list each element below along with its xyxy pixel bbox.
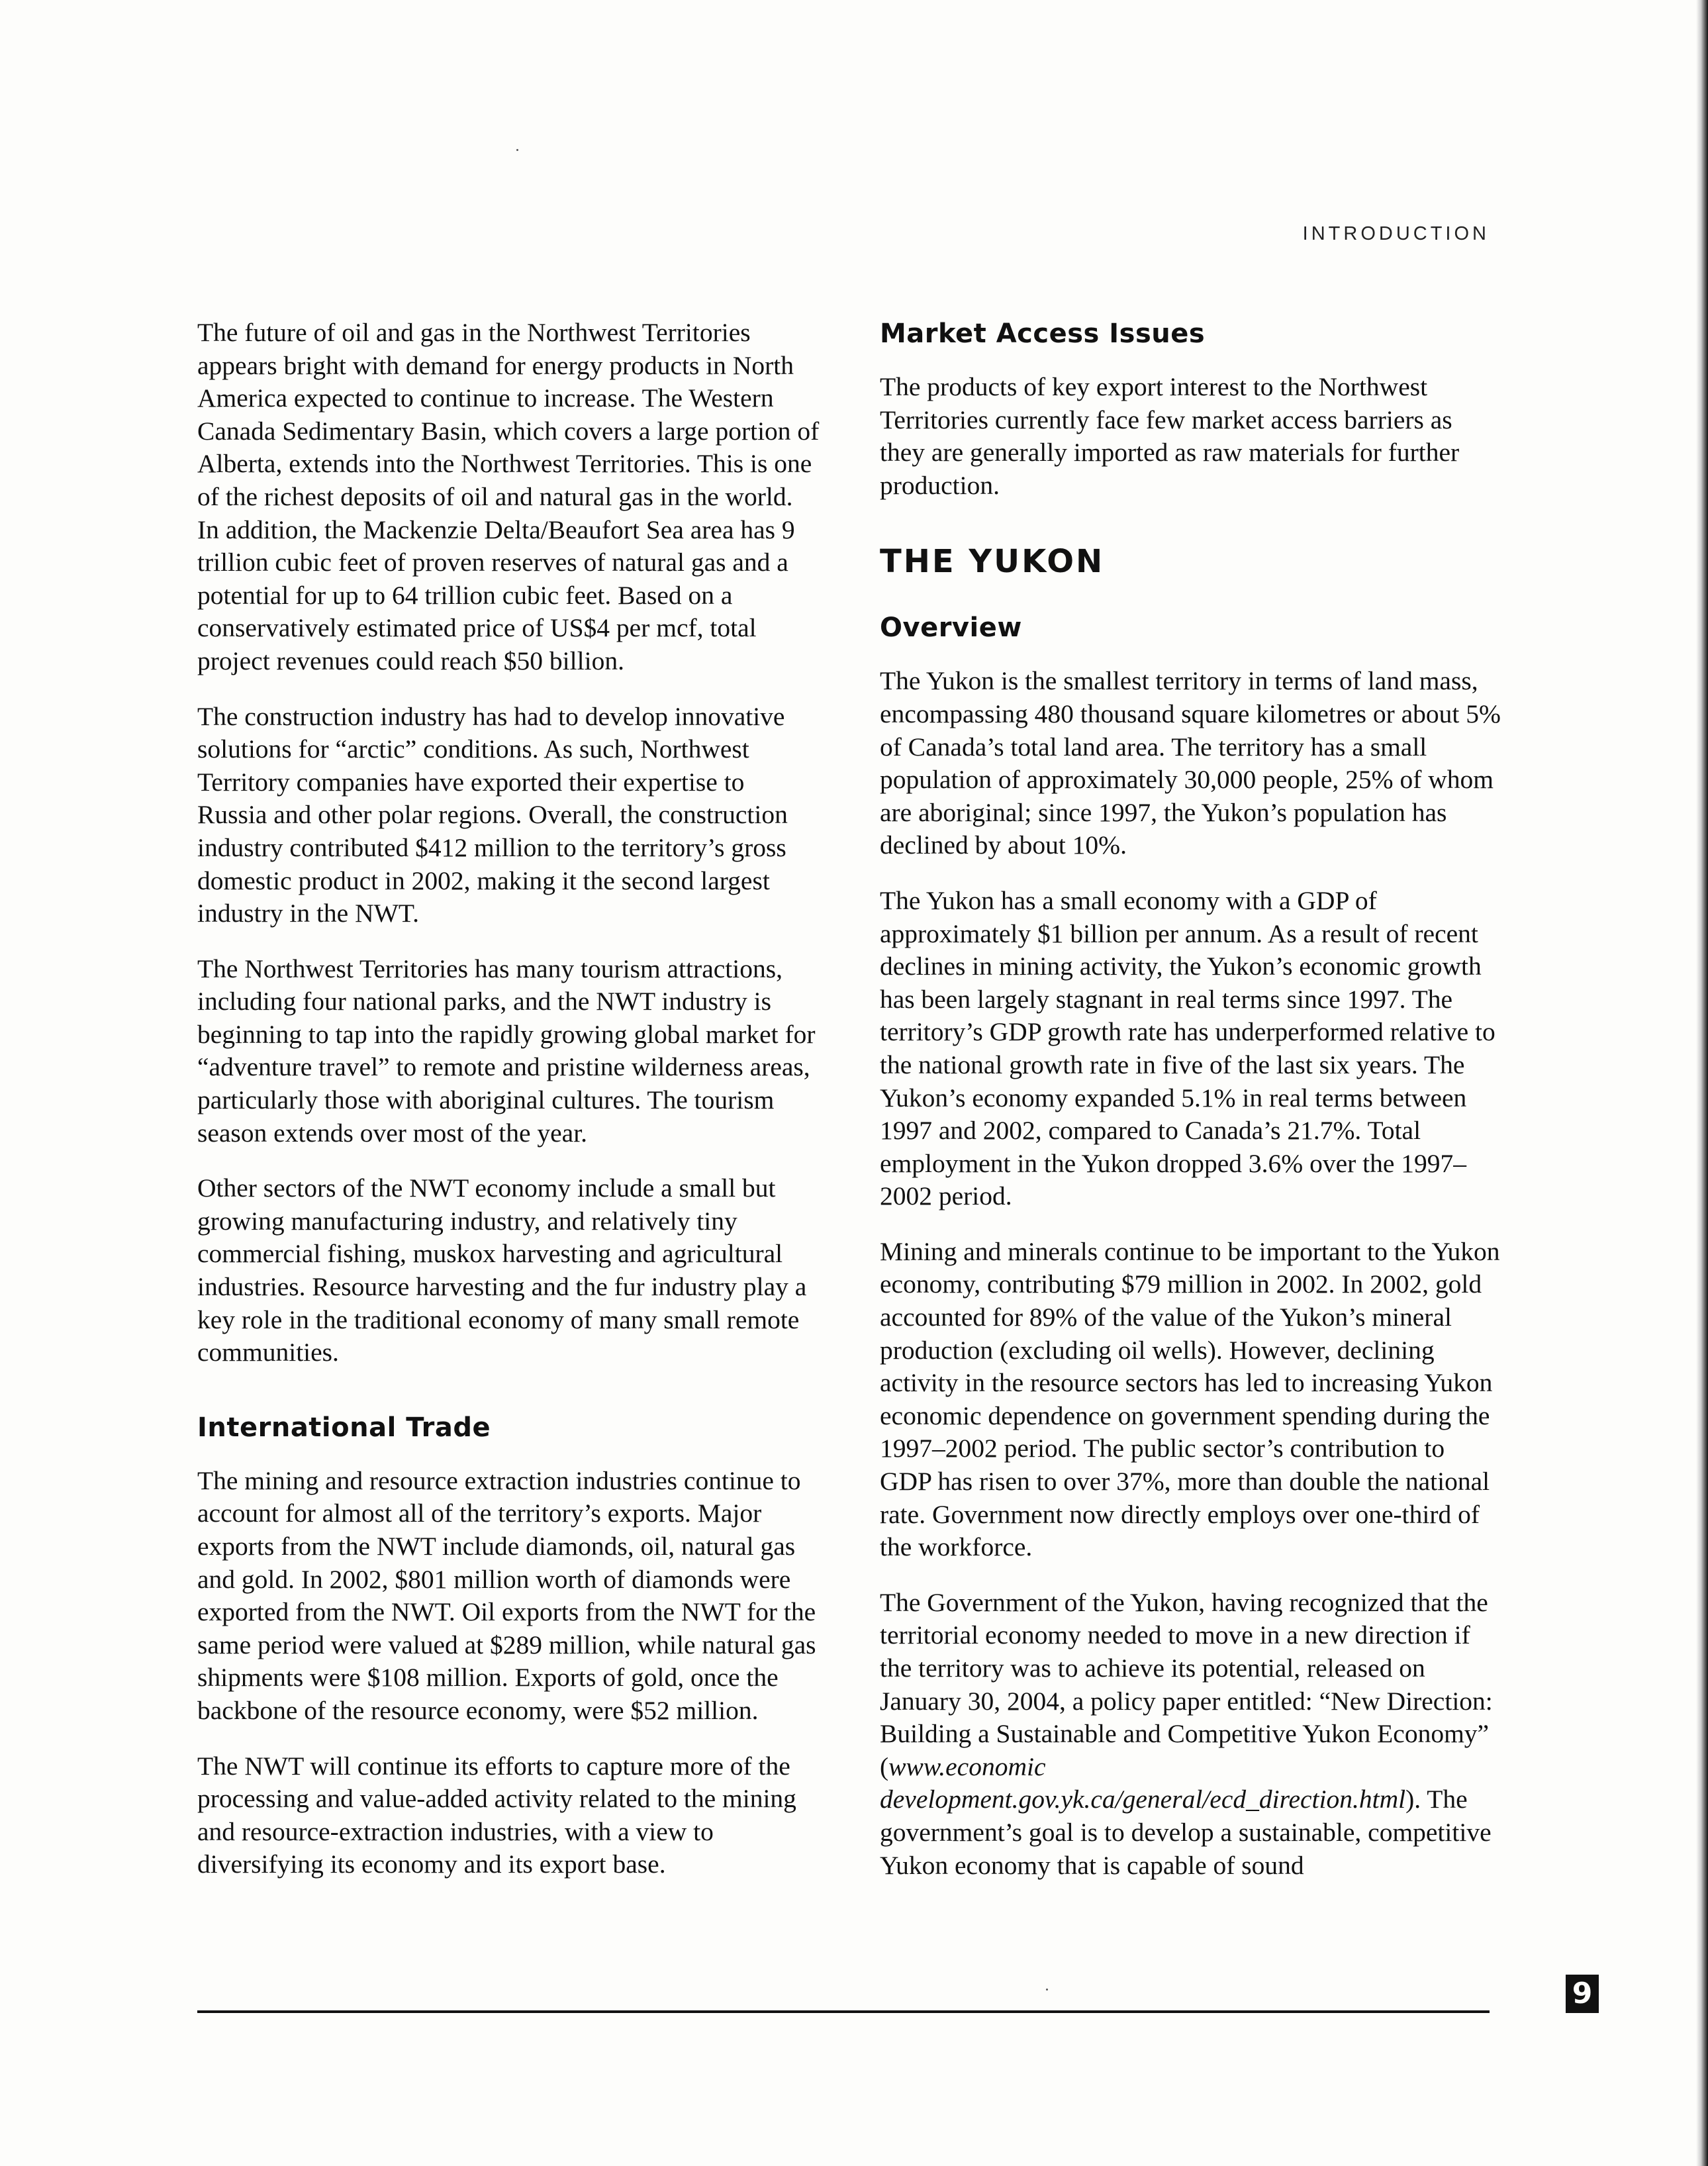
paragraph-construction: The construction industry has had to develop innovative solutions for “arctic” conditions. As such, Northwest Territory companies have exported their expertise to Russia and other polar regions. Overall, the construction industry contributed $412 million to the territory’s gross domestic product in 2002, making it the second largest industry in the NWT. (197, 701, 788, 928)
paragraph-diversification: The NWT will continue its efforts to capture more of the processing and value-added activity related to the mining and resource-extraction industries, with a view to diversifying its economy and its export base. (197, 1751, 796, 1879)
scan-speck (516, 149, 518, 151)
scan-speck (1046, 1989, 1048, 1991)
paragraph-other-sectors: Other sectors of the NWT economy include a small but growing manufacturing industry, and relatively tiny commercial fishing, muskox harvesting and agricultural industries. Resource harvesting and the fur industry play a key role in the traditional economy of many small remote communities. (197, 1173, 807, 1367)
paragraph-new-direction (880, 1587, 1502, 1882)
running-head: INTRODUCTION (1302, 223, 1490, 244)
left-column (197, 317, 820, 1904)
heading-market-access: Market Access Issues (880, 319, 1206, 349)
paragraph-tourism: The Northwest Territories has many tourism attractions, including four national parks, and the NWT industry is beginning to tap into the rapidly growing global market for “adventure travel” to remote and pristine wilderness areas, particularly those with aboriginal cultures. The tourism season extends over most of the year. (197, 954, 816, 1148)
policy-paper-link[interactable]: www.economic development.gov.yk.ca/general/ecd_direction.html (880, 1751, 1406, 1814)
section-heading-yukon: THE YUKON (880, 543, 1105, 581)
paragraph-yukon-economy: The Yukon has a small economy with a GDP of approximately $1 billion per annum. As a result of recent declines in mining activity, the Yukon’s economic growth has been largely stagnant in real terms since 1997. The territory’s GDP growth rate has underperformed relative to the national growth rate in five of the last six years. The Yukon’s economy expanded 5.1% in real terms between 1997 and 2002, compared to Canada’s 21.7%. Total employment in the Yukon dropped 3.6% over the 1997–2002 period. (880, 885, 1495, 1211)
paragraph-yukon-mining: Mining and minerals continue to be important to the Yukon economy, contributing $79 million in 2002. In 2002, gold accounted for 89% of the value of the Yukon’s mineral production (excluding oil wells). However, declining activity in the resource sectors has led to increasing Yukon economic dependence on government spending during the 1997–2002 period. The public sector’s contribution to GDP has risen to over 37%, more than double the national rate. Government now directly employs over one-third of the workforce. (880, 1236, 1500, 1562)
new-direction-text: The Government of the Yukon, having recognized that the territorial economy needed to move in a new direction if the territory was to achieve its potential, released on January 30, 2004, a policy paper entitled: “New Direction: Building a Sustainable and Competitive Yukon Economy” ( (880, 1587, 1493, 1781)
footer-rule (197, 2010, 1490, 2013)
paragraph-oil-gas: The future of oil and gas in the Northwest Territories appears bright with demand for energy products in North America expected to continue to increase. The Western Canada Sedimentary Basin, which covers a large portion of Alberta, extends into the Northwest Territories. This is one of the richest deposits of oil and natural gas in the world. In addition, the Mackenzie Delta/Beaufort Sea area has 9 trillion cubic feet of proven reserves of natural gas and a potential for up to 64 trillion cubic feet. Based on a conservatively estimated price of US$4 per mcf, total project revenues could reach $50 billion. (197, 318, 820, 675)
page-number: 9 (1566, 1975, 1599, 2013)
paragraph-market-access: The products of key export interest to the Northwest Territories currently face few market access barriers as they are generally imported as raw materials for further production. (880, 372, 1460, 500)
paragraph-exports: The mining and resource extraction industries continue to account for almost all of the territory’s exports. Major exports from the NWT include diamonds, oil, natural gas and gold. In 2002, $801 million worth of diamonds were exported from the NWT. Oil exports from the NWT for the same period were valued at $289 million, while natural gas shipments were $108 million. Exports of gold, once the backbone of the resource economy, were $52 million. (197, 1465, 816, 1725)
heading-international-trade: International Trade (197, 1412, 491, 1443)
right-column (880, 317, 1502, 1904)
paragraph-yukon-land: The Yukon is the smallest territory in terms of land mass, encompassing 480 thousand square kilometres or about 5% of Canada’s total land area. The territory has a small population of approximately 30,000 people, 25% of whom are aboriginal; since 1997, the Yukon’s population has declined by about 10%. (880, 666, 1501, 860)
scanned-page-edge (1696, 0, 1708, 2166)
heading-overview: Overview (880, 613, 1022, 644)
new-direction-text-end: ). The government’s goal is to develop a sustainable, competitive Yukon economy that is capable of sound (880, 1785, 1492, 1880)
